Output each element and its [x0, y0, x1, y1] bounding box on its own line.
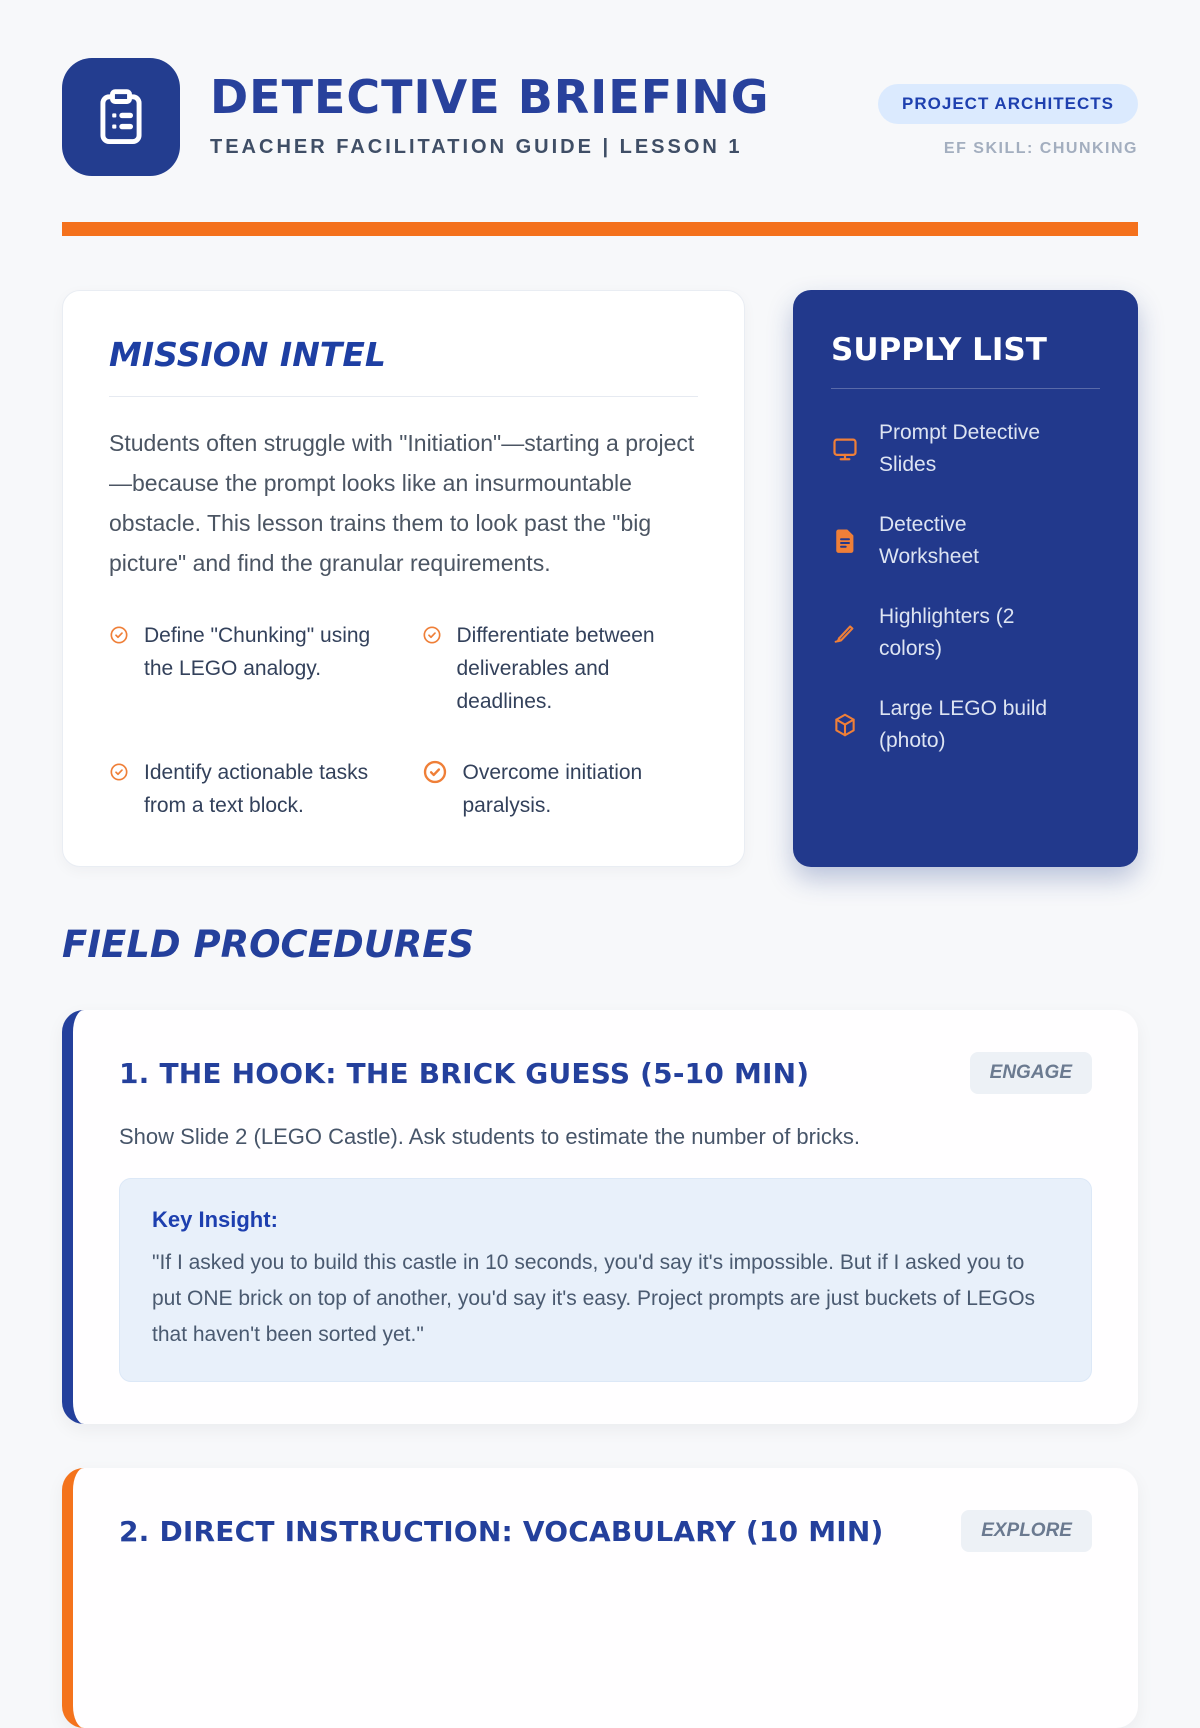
- callout-body: "If I asked you to build this castle in 10 seconds, you'd say it's impossible. But if I asked you to put ONE brick on top of another, you'd say it's easy. Project prompts are just buckets of LEGOs that haven't been sorted yet.": [152, 1251, 1036, 1346]
- check-circle-icon: [422, 759, 448, 785]
- supply-item: [831, 601, 1100, 665]
- mission-intel-card: [62, 290, 745, 867]
- orange-divider: [62, 222, 1138, 236]
- step-title: 1. THE HOOK: THE BRICK GUESS (5-10 MIN): [119, 1056, 810, 1090]
- supply-list-heading: SUPPLY LIST: [831, 332, 1100, 389]
- procedure-step-1: [62, 1010, 1138, 1424]
- supply-list-card: [793, 290, 1138, 867]
- supply-item: [831, 417, 1100, 481]
- program-badge: PROJECT ARCHITECTS: [878, 84, 1138, 124]
- objective-text: Overcome initiation paralysis.: [462, 761, 643, 817]
- supply-item-label: Detective Worksheet: [879, 513, 979, 568]
- monitor-icon: [831, 435, 859, 463]
- step-phase-badge: EXPLORE: [961, 1510, 1092, 1552]
- step-body: Show Slide 2 (LEGO Castle). Ask students to estimate the number of bricks.: [119, 1124, 860, 1149]
- supply-item: [831, 509, 1100, 573]
- supply-item-label: Highlighters (2 colors): [879, 605, 1015, 660]
- header-meta: [878, 58, 1138, 158]
- objectives-list: [109, 619, 698, 822]
- callout-title: Key Insight:: [152, 1207, 278, 1232]
- header: [62, 58, 1138, 176]
- step-phase-badge: ENGAGE: [970, 1052, 1092, 1094]
- supply-item-label: Large LEGO build (photo): [879, 697, 1048, 752]
- supply-item-label: Prompt Detective Slides: [879, 421, 1041, 476]
- check-circle-icon: [422, 625, 442, 645]
- mission-intel-body: Students often struggle with "Initiation"—starting a project—because the prompt looks like an insurmountable obstacle. This lesson trains them to look past the "big picture" and find the granular requirements.: [109, 430, 695, 576]
- objective-text: Identify actionable tasks from a text block.: [144, 761, 369, 817]
- objective-item: [422, 756, 699, 822]
- key-insight-callout: [119, 1178, 1092, 1382]
- worksheet-icon: [831, 527, 859, 555]
- objective-item: [109, 756, 386, 822]
- ef-skill-label: EF SKILL: CHUNKING: [943, 140, 1138, 157]
- header-titles: [210, 58, 770, 159]
- objective-item: [109, 619, 386, 718]
- check-circle-icon: [109, 762, 129, 782]
- objective-item: [422, 619, 699, 718]
- page-title: DETECTIVE BRIEFING: [210, 70, 770, 124]
- check-circle-icon: [109, 625, 129, 645]
- step-title: 2. DIRECT INSTRUCTION: VOCABULARY (10 MIN): [119, 1514, 884, 1548]
- intel-supply-section: [62, 290, 1138, 867]
- supply-list: [831, 417, 1100, 757]
- cube-icon: [831, 711, 859, 739]
- procedure-step-2: [62, 1468, 1138, 1728]
- objective-text: Differentiate between deliverables and deadlines.: [456, 624, 655, 713]
- highlighter-icon: [831, 619, 859, 647]
- mission-intel-heading: MISSION INTEL: [109, 335, 698, 397]
- step-header: [119, 1052, 1092, 1094]
- field-procedures-heading: FIELD PROCEDURES: [62, 923, 475, 966]
- clipboard-logo: [62, 58, 180, 176]
- objective-text: Define "Chunking" using the LEGO analogy.: [144, 624, 371, 680]
- step-header: [119, 1510, 1092, 1552]
- page-subtitle: TEACHER FACILITATION GUIDE | LESSON 1: [210, 136, 743, 158]
- clipboard-icon: [90, 86, 152, 148]
- supply-item: [831, 693, 1100, 757]
